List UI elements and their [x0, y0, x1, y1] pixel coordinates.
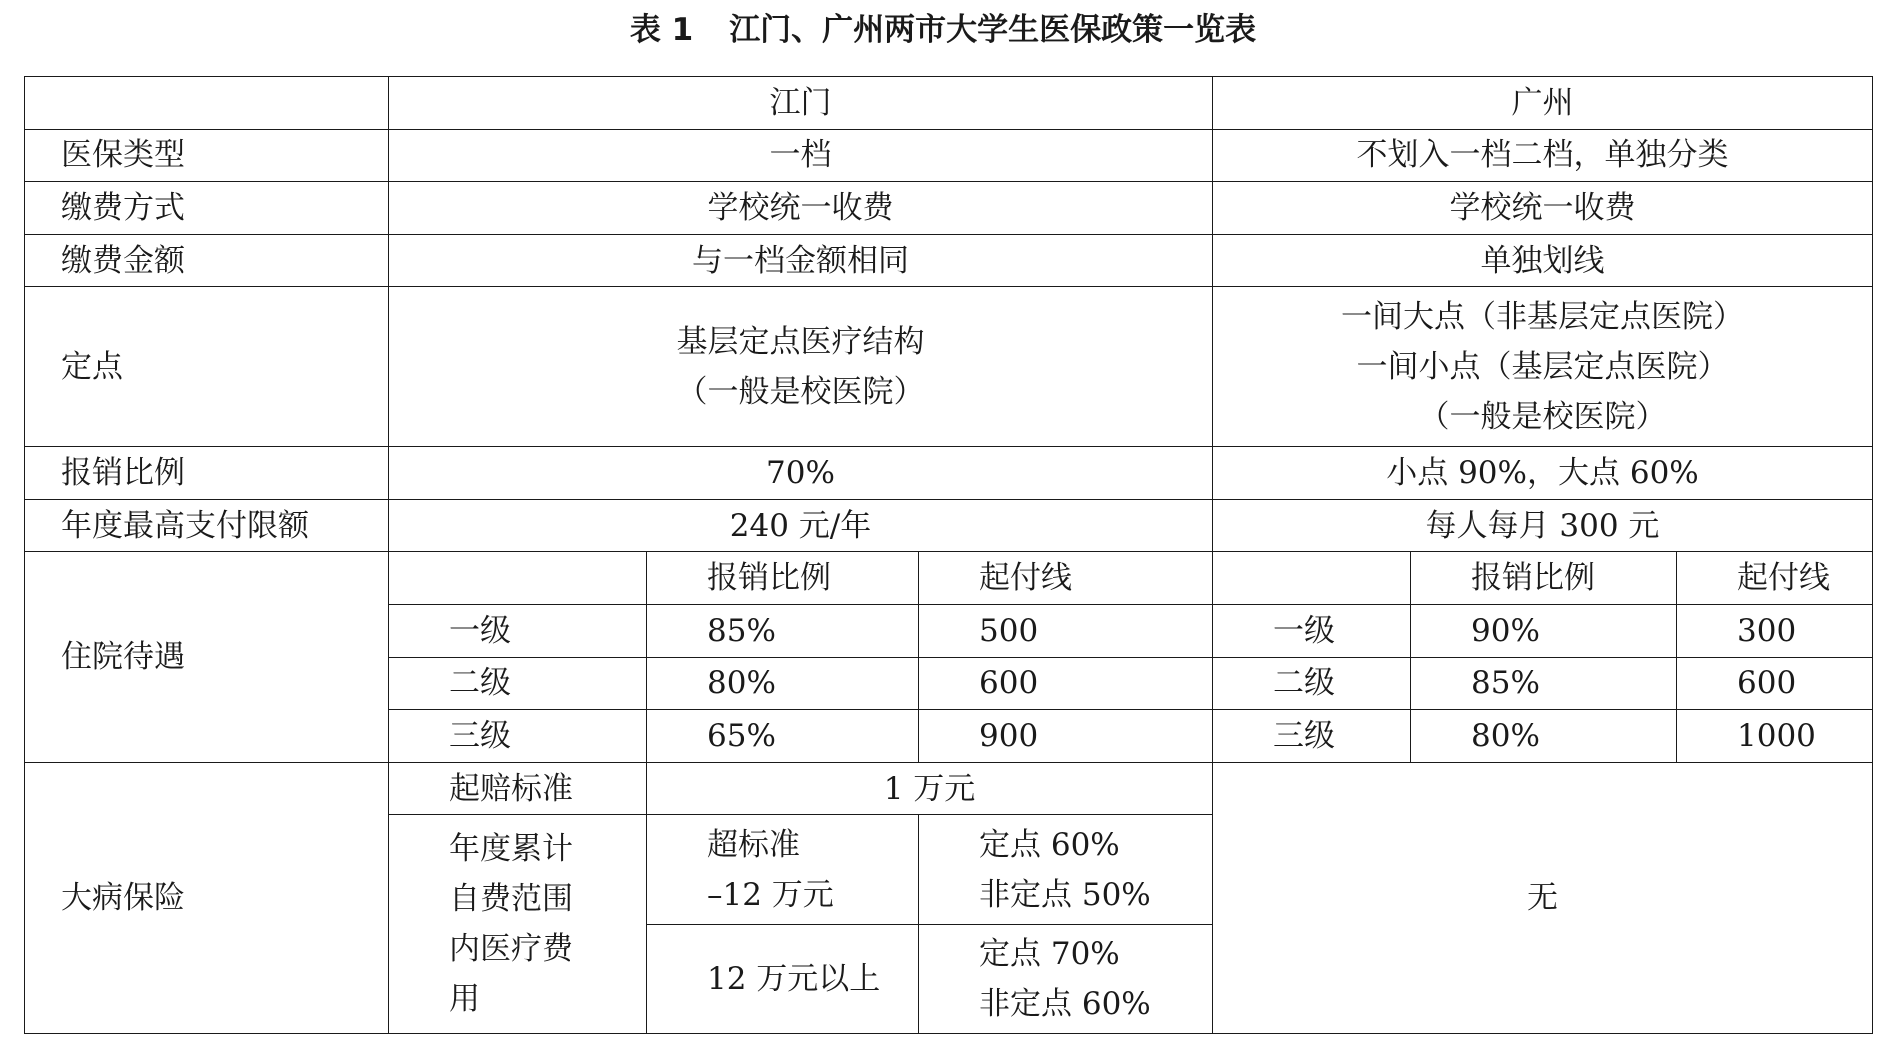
policy-table [24, 76, 1873, 1034]
gz-ratio: 80% [1411, 710, 1677, 763]
cell-line: 非定点 60% [979, 985, 1151, 1022]
cell-line: –12 万元 [707, 876, 834, 913]
table-header-row [25, 77, 1873, 130]
gz-threshold: 300 [1677, 605, 1873, 658]
table-row [25, 447, 1873, 500]
cell-line: 定点 60% [979, 826, 1120, 863]
row-label: 报销比例 [25, 447, 389, 500]
empty-cell [1213, 552, 1411, 605]
empty-cell [389, 552, 647, 605]
cell-line: 定点 70% [979, 935, 1120, 972]
jm-threshold: 500 [919, 605, 1213, 658]
col-header-threshold: 起付线 [919, 552, 1213, 605]
jm-ratio: 80% [647, 657, 919, 710]
row-label: 医保类型 [25, 129, 389, 182]
header-guangzhou: 广州 [1213, 77, 1873, 130]
cell-line: （一般是校医院） [1418, 398, 1667, 435]
row-label: 大病保险 [25, 762, 389, 1033]
band1-rates [919, 815, 1213, 924]
guangzhou-serious-illness: 无 [1213, 762, 1873, 1033]
cell-line: 一间小点（基层定点医院） [1356, 348, 1729, 385]
jiangmen-cell: 一档 [389, 129, 1213, 182]
level-label: 一级 [1213, 605, 1411, 658]
jiangmen-cell: 70% [389, 447, 1213, 500]
serious-illness-row [25, 762, 1873, 815]
annual-cumulative-label [389, 815, 647, 1034]
jiangmen-cell [389, 287, 1213, 447]
jm-threshold: 600 [919, 657, 1213, 710]
table-row [25, 499, 1873, 552]
cell-line: 超标准 [707, 826, 800, 863]
table-caption [0, 8, 1886, 52]
gz-ratio: 90% [1411, 605, 1677, 658]
jiangmen-cell: 与一档金额相同 [389, 234, 1213, 287]
band2-range: 12 万元以上 [647, 924, 919, 1033]
cell-line: 一间大点（非基层定点医院） [1341, 298, 1744, 335]
col-header-ratio: 报销比例 [1411, 552, 1677, 605]
table-row [25, 287, 1873, 447]
gz-threshold: 1000 [1677, 710, 1873, 763]
jm-threshold: 900 [919, 710, 1213, 763]
level-label: 三级 [389, 710, 647, 763]
guangzhou-cell: 小点 90%，大点 60% [1213, 447, 1873, 500]
header-empty-cell [25, 77, 389, 130]
cell-line: 内医疗费 [449, 931, 573, 968]
guangzhou-cell [1213, 287, 1873, 447]
jiangmen-cell: 240 元/年 [389, 499, 1213, 552]
gz-ratio: 85% [1411, 657, 1677, 710]
cell-line: 非定点 50% [979, 876, 1151, 913]
table-title: 江门、广州两市大学生医保政策一览表 [729, 12, 1257, 48]
jiangmen-cell: 学校统一收费 [389, 182, 1213, 235]
cell-line: 用 [449, 981, 480, 1018]
table-row [25, 182, 1873, 235]
col-header-ratio: 报销比例 [647, 552, 919, 605]
row-label: 年度最高支付限额 [25, 499, 389, 552]
header-jiangmen: 江门 [389, 77, 1213, 130]
row-label: 定点 [25, 287, 389, 447]
cell-line: 自费范围 [449, 881, 573, 918]
guangzhou-cell: 学校统一收费 [1213, 182, 1873, 235]
band1-range [647, 815, 919, 924]
start-standard-label: 起赔标准 [389, 762, 647, 815]
col-header-threshold: 起付线 [1677, 552, 1873, 605]
jm-ratio: 65% [647, 710, 919, 763]
cell-line: （一般是校医院） [676, 373, 925, 410]
jm-ratio: 85% [647, 605, 919, 658]
table-row [25, 234, 1873, 287]
row-label: 住院待遇 [25, 552, 389, 762]
level-label: 三级 [1213, 710, 1411, 763]
guangzhou-cell: 不划入一档二档，单独分类 [1213, 129, 1873, 182]
table-row [25, 129, 1873, 182]
cell-line: 基层定点医疗结构 [676, 323, 925, 360]
band2-rates [919, 924, 1213, 1033]
table-number: 表 1 [629, 12, 694, 48]
guangzhou-cell: 单独划线 [1213, 234, 1873, 287]
level-label: 二级 [389, 657, 647, 710]
row-label: 缴费方式 [25, 182, 389, 235]
row-label: 缴费金额 [25, 234, 389, 287]
cell-line: 年度累计 [449, 831, 573, 868]
hospital-header-row [25, 552, 1873, 605]
guangzhou-cell: 每人每月 300 元 [1213, 499, 1873, 552]
start-standard-value: 1 万元 [647, 762, 1213, 815]
level-label: 一级 [389, 605, 647, 658]
level-label: 二级 [1213, 657, 1411, 710]
gz-threshold: 600 [1677, 657, 1873, 710]
